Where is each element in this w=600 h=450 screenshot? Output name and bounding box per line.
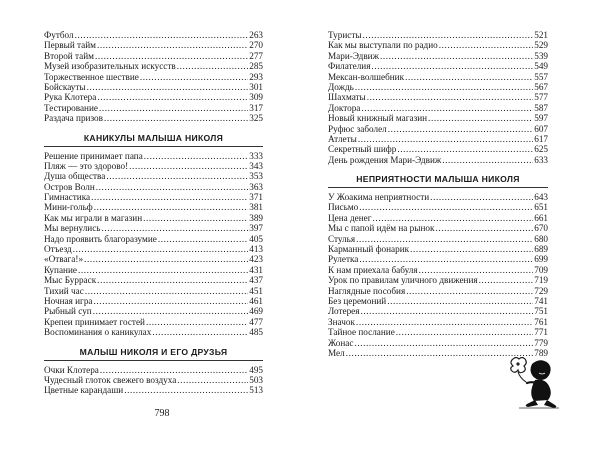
toc-entry: [328, 338, 548, 348]
leader-dots: [84, 254, 248, 264]
toc-entry: [44, 30, 263, 40]
toc-entry: [44, 275, 263, 285]
left-page: [44, 30, 263, 396]
toc-entry-title: Шахматы: [328, 92, 366, 103]
toc-entry-title: День рождения Мари-Эдвиж: [328, 154, 442, 165]
leader-dots: [405, 72, 533, 82]
leader-dots: [430, 192, 533, 202]
leader-dots: [388, 124, 533, 134]
leader-dots: [380, 51, 533, 61]
toc-entry-page: 567: [534, 81, 548, 92]
toc-entry: [44, 40, 263, 50]
toc-entry-page: 513: [249, 385, 263, 396]
leader-dots: [479, 275, 534, 285]
leader-dots: [94, 296, 249, 306]
toc-entry-title: Рулетка: [328, 254, 359, 265]
toc-entry: [44, 327, 263, 337]
leader-dots: [359, 202, 533, 212]
toc-entry-title: Доктора: [328, 102, 361, 113]
toc-entry: [328, 296, 548, 306]
toc-entry-page: 405: [249, 233, 263, 244]
toc-entry: [328, 40, 548, 50]
toc-entry-title: Мы с папой идём на рынок: [328, 223, 435, 234]
toc-entry-page: 309: [249, 92, 263, 103]
toc-entry-page: 607: [534, 123, 548, 134]
toc-entry-page: 633: [534, 154, 548, 165]
leader-dots: [356, 317, 533, 327]
toc-entry: [44, 92, 263, 102]
toc-entry-title: Второй тайм: [44, 50, 94, 61]
toc-entry-page: 285: [249, 61, 263, 72]
leader-dots: [363, 30, 534, 40]
toc-entry: [328, 51, 548, 61]
toc-entry-page: 549: [534, 61, 548, 72]
toc-entry-title: Решение принимает папа: [44, 150, 143, 161]
toc-entry: [44, 61, 263, 71]
leader-dots: [97, 40, 248, 50]
toc-entry-page: 779: [534, 337, 548, 348]
toc-entry: [44, 254, 263, 264]
leader-dots: [367, 92, 534, 102]
toc-entry-title: Дождь: [328, 81, 354, 92]
leader-dots: [177, 375, 248, 385]
toc-entry-title: Урок по правилам уличного движения: [328, 275, 478, 286]
toc-entry: [44, 103, 263, 113]
toc-entry: [328, 202, 548, 212]
leader-dots: [358, 134, 533, 144]
toc-entry-title: Раздача призов: [44, 113, 103, 124]
leader-dots: [360, 306, 533, 316]
leader-dots: [91, 192, 248, 202]
toc-entry-title: Мини-гольф: [44, 202, 93, 213]
toc-entry-page: 270: [249, 40, 263, 51]
toc-entry-title: Музей изобразительных искусств: [44, 61, 176, 72]
leader-dots: [355, 82, 533, 92]
page-number-text: 798: [154, 408, 170, 419]
toc-entry-page: 413: [249, 244, 263, 255]
toc-entry: [328, 144, 548, 154]
toc-entry: [328, 265, 548, 275]
leader-dots: [397, 144, 533, 154]
leader-dots: [85, 286, 248, 296]
toc-entry-page: 333: [249, 150, 263, 161]
leader-dots: [177, 61, 249, 71]
toc-entry: [44, 113, 263, 123]
toc-entry-page: 751: [534, 306, 548, 317]
toc-entry-page: 741: [534, 295, 548, 306]
toc-entry-page: 397: [249, 223, 263, 234]
toc-entry-title: Рыбный суп: [44, 306, 92, 317]
toc-entry: [44, 182, 263, 192]
toc-entry-title: Цена денег: [328, 212, 372, 223]
toc-list: [44, 30, 263, 124]
section-heading: МАЛЫШ НИКОЛЯ И ЕГО ДРУЗЬЯ: [44, 346, 263, 361]
toc-entry-title: Очки Клотера: [44, 364, 99, 375]
leader-dots: [428, 113, 533, 123]
toc-entry: [328, 92, 548, 102]
toc-entry-title: Мел: [328, 347, 345, 358]
toc-entry-title: Крепеи принимает гостей: [44, 316, 145, 327]
toc-entry: [328, 82, 548, 92]
toc-entry-title: Остров Волн: [44, 181, 95, 192]
toc-entry-title: Ночная игра: [44, 295, 93, 306]
toc-entry-page: 389: [249, 212, 263, 223]
toc-entry-page: 353: [249, 171, 263, 182]
toc-entry: [44, 202, 263, 212]
leader-dots: [354, 338, 533, 348]
toc-entry: [44, 192, 263, 202]
toc-entry: [44, 223, 263, 233]
toc-entry-page: 363: [249, 181, 263, 192]
toc-entry: [328, 103, 548, 113]
toc-entry-page: 301: [249, 81, 263, 92]
leader-dots: [435, 223, 533, 233]
toc-entry: [44, 51, 263, 61]
toc-entry-page: 729: [534, 285, 548, 296]
toc-entry: [328, 317, 548, 327]
leader-dots: [100, 365, 248, 375]
toc-entry: [44, 317, 263, 327]
toc-entry-title: Атлеты: [328, 133, 357, 144]
toc-entry-title: Жонас: [328, 337, 354, 348]
toc-entry: [328, 234, 548, 244]
leader-dots: [387, 296, 533, 306]
toc-entry-page: 431: [249, 264, 263, 275]
leader-dots: [95, 51, 248, 61]
toc-entry: [44, 151, 263, 161]
leader-dots: [75, 30, 249, 40]
toc-entry-page: 689: [534, 244, 548, 255]
leader-dots: [97, 275, 248, 285]
toc-entry: [328, 275, 548, 285]
toc-entry-title: Пляж — это здорово!: [44, 160, 129, 171]
toc-entry-page: 699: [534, 254, 548, 265]
section-heading: КАНИКУЛЫ МАЛЫША НИКОЛЯ: [44, 132, 263, 147]
toc-entry-title: Первый тайм: [44, 40, 96, 51]
toc-entry: [44, 365, 263, 375]
leader-dots: [439, 40, 533, 50]
toc-entry-page: 597: [534, 113, 548, 124]
right-page: [328, 30, 548, 358]
toc-entry-title: Мы вернулись: [44, 223, 101, 234]
toc-entry-page: 469: [249, 306, 263, 317]
section-heading: НЕПРИЯТНОСТИ МАЛЫША НИКОЛЯ: [328, 173, 548, 188]
toc-entry-page: 343: [249, 160, 263, 171]
toc-entry-page: 263: [249, 30, 263, 40]
leader-dots: [104, 113, 248, 123]
toc-entry-page: 771: [534, 327, 548, 338]
toc-entry-page: 293: [249, 71, 263, 82]
toc-entry-title: «Отвага!»: [44, 254, 84, 265]
toc-entry-page: 529: [534, 40, 548, 51]
toc-entry-title: Без церемоний: [328, 295, 387, 306]
toc-entry: [328, 72, 548, 82]
toc-entry: [44, 296, 263, 306]
toc-entry: [44, 72, 263, 82]
toc-section: [44, 346, 263, 396]
toc-entry: [328, 223, 548, 233]
toc-entry-page: 381: [249, 202, 263, 213]
toc-entry-page: 485: [249, 327, 263, 338]
toc-entry-title: Бойскауты: [44, 81, 86, 92]
toc-entry-title: Воспоминания о каникулах: [44, 327, 152, 338]
toc-entry-page: 477: [249, 316, 263, 327]
toc-entry-title: Лотерея: [328, 306, 360, 317]
toc-entry-page: 719: [534, 275, 548, 286]
toc-entry-page: 789: [534, 347, 548, 358]
toc-entry-title: Туристы: [328, 30, 362, 40]
toc-entry: [328, 134, 548, 144]
toc-entry: [44, 265, 263, 275]
toc-entry-page: 651: [534, 202, 548, 213]
leader-dots: [101, 223, 248, 233]
toc-entry-title: Тестирование: [44, 102, 98, 113]
toc-entry-title: Значок: [328, 316, 355, 327]
toc-entry-page: 643: [534, 192, 548, 203]
toc-entry: [44, 82, 263, 92]
toc-entry: [44, 375, 263, 385]
toc-entry-title: Гимнастика: [44, 192, 91, 203]
leader-dots: [419, 265, 534, 275]
toc-entry: [44, 244, 263, 254]
toc-entry-page: 495: [249, 364, 263, 375]
toc-entry: [328, 30, 548, 40]
leader-dots: [359, 254, 533, 264]
leader-dots: [97, 92, 248, 102]
leader-dots: [124, 385, 248, 395]
toc-entry-title: Мексан-волшебник: [328, 71, 405, 82]
toc-section: [328, 173, 548, 358]
toc-entry-title: Цветные карандаши: [44, 385, 124, 396]
toc-entry-title: Душа общества: [44, 171, 106, 182]
toc-entry-page: 587: [534, 102, 548, 113]
toc-entry-title: Наглядные пособия: [328, 285, 406, 296]
leader-dots: [158, 234, 248, 244]
toc-entry: [328, 192, 548, 202]
toc-entry-title: Карманный фонарик: [328, 244, 410, 255]
toc-entry-page: 680: [534, 233, 548, 244]
toc-entry-page: 761: [534, 316, 548, 327]
toc-entry: [328, 254, 548, 264]
leader-dots: [143, 213, 248, 223]
toc-entry-title: Руфюс заболел: [328, 123, 387, 134]
leader-dots: [373, 213, 534, 223]
toc-entry-title: К нам приехала бабуля: [328, 264, 418, 275]
leader-dots: [73, 244, 248, 254]
leader-dots: [106, 171, 248, 181]
toc-entry-page: 503: [249, 374, 263, 385]
toc-entry-page: 625: [534, 144, 548, 155]
toc-entry-title: Мари-Эдвиж: [328, 50, 379, 61]
leader-dots: [87, 82, 249, 92]
toc-entry-title: Стулья: [328, 233, 356, 244]
toc-entry-title: Тайное послание: [328, 327, 395, 338]
toc-entry: [328, 113, 548, 123]
toc-entry-page: 451: [249, 285, 263, 296]
toc-entry-title: Секретный шифр: [328, 144, 397, 155]
leader-dots: [361, 103, 533, 113]
toc-entry-page: 423: [249, 254, 263, 265]
toc-entry-title: Рука Клотера: [44, 92, 97, 103]
toc-entry-title: Мыс Бурраск: [44, 275, 97, 286]
toc-entry: [328, 61, 548, 71]
toc-section: [44, 132, 263, 338]
toc-entry-title: Как мы выступали по радио: [328, 40, 438, 51]
toc-entry: [328, 306, 548, 316]
toc-entry: [44, 286, 263, 296]
toc-list: [328, 30, 548, 165]
toc-entry: [44, 171, 263, 181]
leader-dots: [146, 317, 248, 327]
toc-entry-title: Надо проявить благоразумие: [44, 233, 157, 244]
toc-entry-title: Купание: [44, 264, 77, 275]
leader-dots: [129, 161, 248, 171]
toc-entry-page: 325: [249, 113, 263, 124]
leader-dots: [152, 327, 248, 337]
toc-entry-page: 670: [534, 223, 548, 234]
toc-entry-page: 539: [534, 50, 548, 61]
leader-dots: [140, 72, 248, 82]
leader-dots: [144, 151, 248, 161]
toc-entry-title: Тихий час: [44, 285, 84, 296]
toc-entry-title: Письмо: [328, 202, 359, 213]
leader-dots: [410, 244, 533, 254]
leader-dots: [96, 182, 248, 192]
leader-dots: [94, 202, 249, 212]
toc-entry-title: Новый книжный магазин: [328, 113, 428, 124]
toc-entry-title: Филателия: [328, 61, 371, 72]
toc-entry: [328, 213, 548, 223]
toc-entry-page: 277: [249, 50, 263, 61]
toc-entry-title: Футбол: [44, 30, 74, 40]
toc-entry-title: Отъезд: [44, 244, 72, 255]
toc-entry: [328, 155, 548, 165]
toc-entry-page: 317: [249, 102, 263, 113]
toc-entry-page: 461: [249, 295, 263, 306]
leader-dots: [406, 286, 533, 296]
toc-entry: [328, 286, 548, 296]
leader-dots: [99, 103, 248, 113]
boy-reading-icon: [505, 352, 565, 410]
leader-dots: [371, 61, 533, 71]
toc-entry-title: Как мы играли в магазин: [44, 212, 143, 223]
toc-entry-title: У Жоакима неприятности: [328, 192, 430, 203]
toc-entry-page: 709: [534, 264, 548, 275]
toc-entry: [328, 244, 548, 254]
leader-dots: [396, 327, 533, 337]
toc-entry: [328, 124, 548, 134]
toc-entry: [328, 327, 548, 337]
leader-dots: [78, 265, 248, 275]
toc-entry-page: 557: [534, 71, 548, 82]
leader-dots: [93, 306, 248, 316]
toc-entry-page: 437: [249, 275, 263, 286]
toc-entry: [44, 213, 263, 223]
toc-entry: [44, 161, 263, 171]
leader-dots: [442, 155, 533, 165]
toc-entry: [44, 234, 263, 244]
toc-entry-page: 661: [534, 212, 548, 223]
toc-entry-page: 617: [534, 133, 548, 144]
toc-entry: [44, 385, 263, 395]
toc-entry-page: 577: [534, 92, 548, 103]
toc-entry-page: 521: [534, 30, 548, 40]
toc-entry-title: Торжественное шествие: [44, 71, 139, 82]
leader-dots: [356, 234, 533, 244]
toc-entry: [44, 306, 263, 316]
toc-entry-page: 371: [249, 192, 263, 203]
toc-entry-title: Чудесный глоток свежего воздуха: [44, 374, 177, 385]
